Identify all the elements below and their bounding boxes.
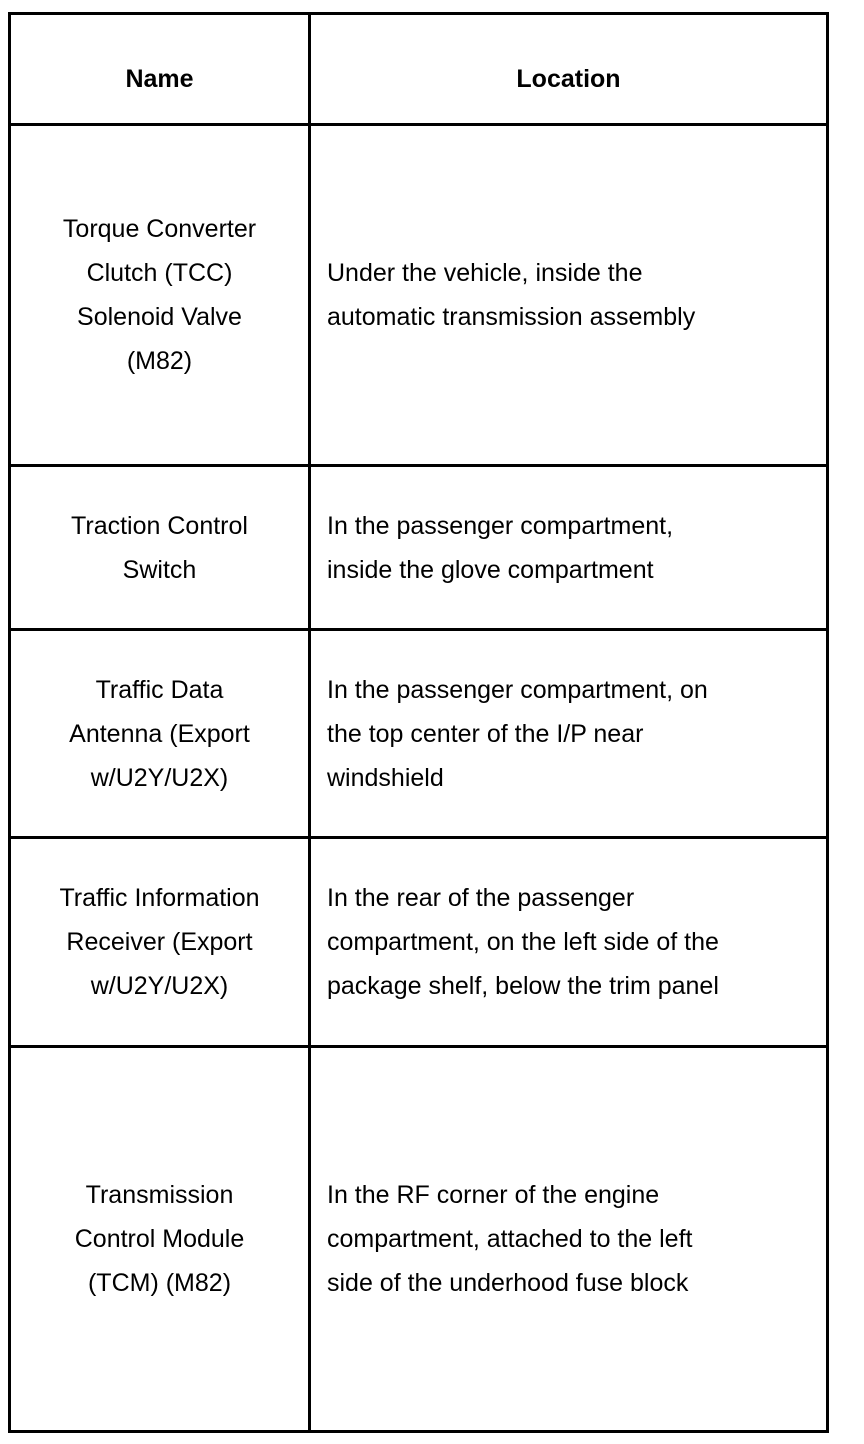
cell-location <box>310 466 828 630</box>
component-location: In the passenger compartment, inside the glove compartment <box>327 511 674 584</box>
component-location: In the RF corner of the engine compartment, attached to the left side of the underhood fuse block <box>327 1181 693 1297</box>
cell-location <box>310 125 828 466</box>
component-name: Traction Control Switch <box>71 511 248 584</box>
header-name: Name <box>10 14 310 125</box>
table-row <box>10 838 828 1047</box>
cell-location <box>310 630 828 838</box>
cell-name <box>10 630 310 838</box>
component-location: In the passenger compartment, on the top center of the I/P near windshield <box>327 675 708 792</box>
component-name: Transmission Control Module (TCM) (M82) <box>74 1181 245 1297</box>
table-row <box>10 1047 828 1432</box>
cell-location <box>310 1047 828 1432</box>
component-location: Under the vehicle, inside the automatic transmission assembly <box>327 259 696 331</box>
table-header-row <box>10 14 828 125</box>
table-row <box>10 630 828 838</box>
component-name: Traffic Information Receiver (Export w/U2Y/U2X) <box>59 884 260 1000</box>
component-location-table <box>8 12 829 1433</box>
table-row <box>10 125 828 466</box>
cell-name <box>10 1047 310 1432</box>
component-name: Torque Converter Clutch (TCC) Solenoid Valve (M82) <box>62 215 257 375</box>
cell-location <box>310 838 828 1047</box>
cell-name <box>10 466 310 630</box>
cell-name <box>10 838 310 1047</box>
component-name: Traffic Data Antenna (Export w/U2Y/U2X) <box>69 675 250 792</box>
cell-name <box>10 125 310 466</box>
table-row <box>10 466 828 630</box>
component-location: In the rear of the passenger compartment, on the left side of the package shelf, below the trim panel <box>327 884 719 1000</box>
header-location: Location <box>310 14 828 125</box>
